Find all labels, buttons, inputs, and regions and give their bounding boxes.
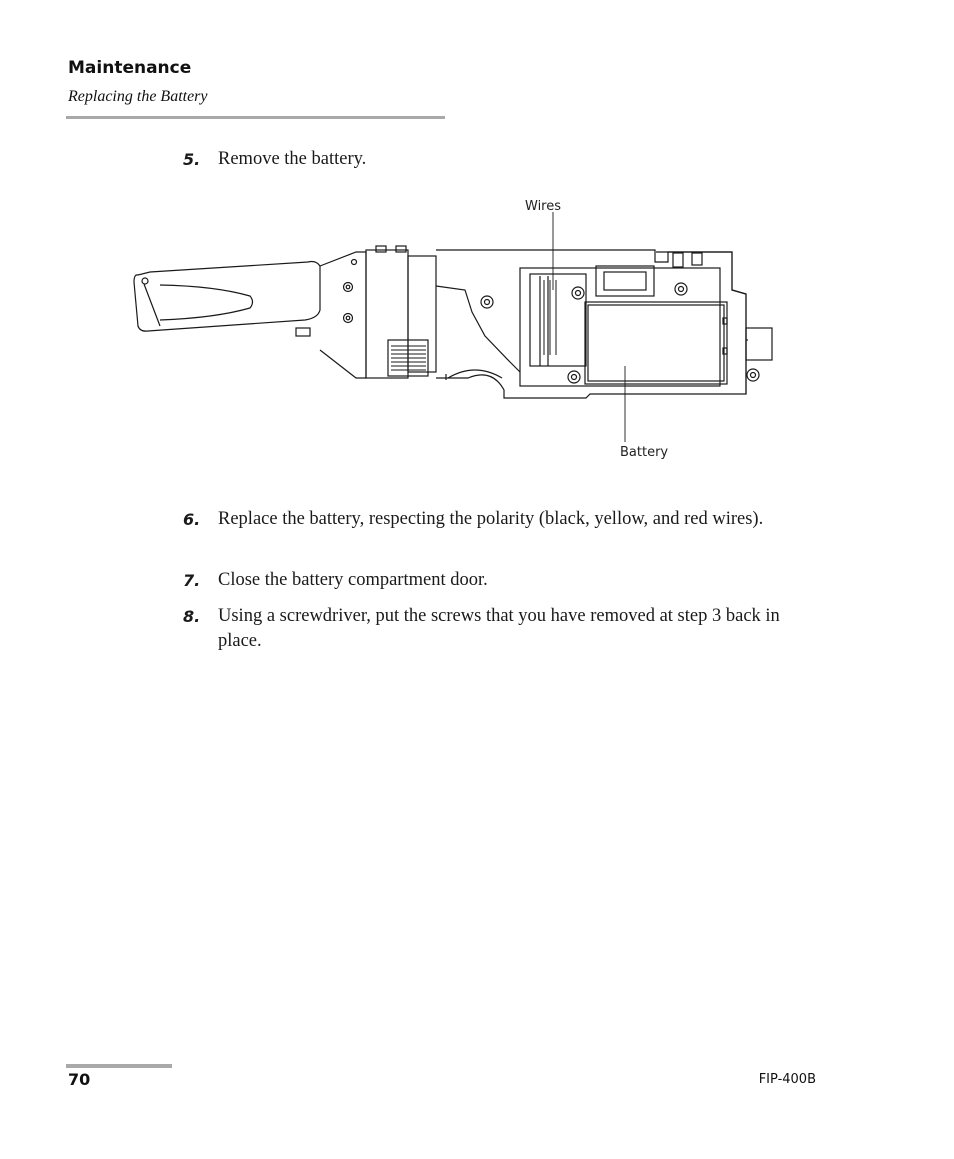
step-text: Replace the battery, respecting the polarity (black, yellow, and red wires).	[218, 509, 764, 529]
step-number: 5.	[183, 150, 201, 169]
step-text: Using a screwdriver, put the screws that you have removed at step 3 back in place.	[218, 606, 780, 651]
wires-callout: Wires	[525, 199, 562, 214]
page-number: 70	[68, 1070, 91, 1089]
battery-callout: Battery	[620, 445, 669, 460]
step-text: Remove the battery.	[218, 149, 367, 169]
probe-body	[436, 250, 746, 398]
battery	[585, 302, 727, 384]
footer-rule	[66, 1064, 172, 1068]
probe-collar	[320, 252, 366, 378]
step-number: 8.	[183, 607, 201, 626]
probe-diagram	[120, 190, 790, 470]
probe-handle	[134, 262, 320, 332]
step-number: 6.	[183, 510, 201, 529]
section-subtitle: Replacing the Battery	[68, 88, 208, 105]
header-rule	[66, 116, 445, 119]
step-text: Close the battery compartment door.	[218, 570, 488, 590]
battery-wires	[544, 280, 556, 355]
probe-end-module	[656, 252, 746, 394]
step-number: 7.	[183, 571, 201, 590]
handle-slot	[160, 285, 253, 320]
chapter-title: Maintenance	[68, 58, 192, 78]
model-name: FIP-400B	[758, 1072, 816, 1087]
